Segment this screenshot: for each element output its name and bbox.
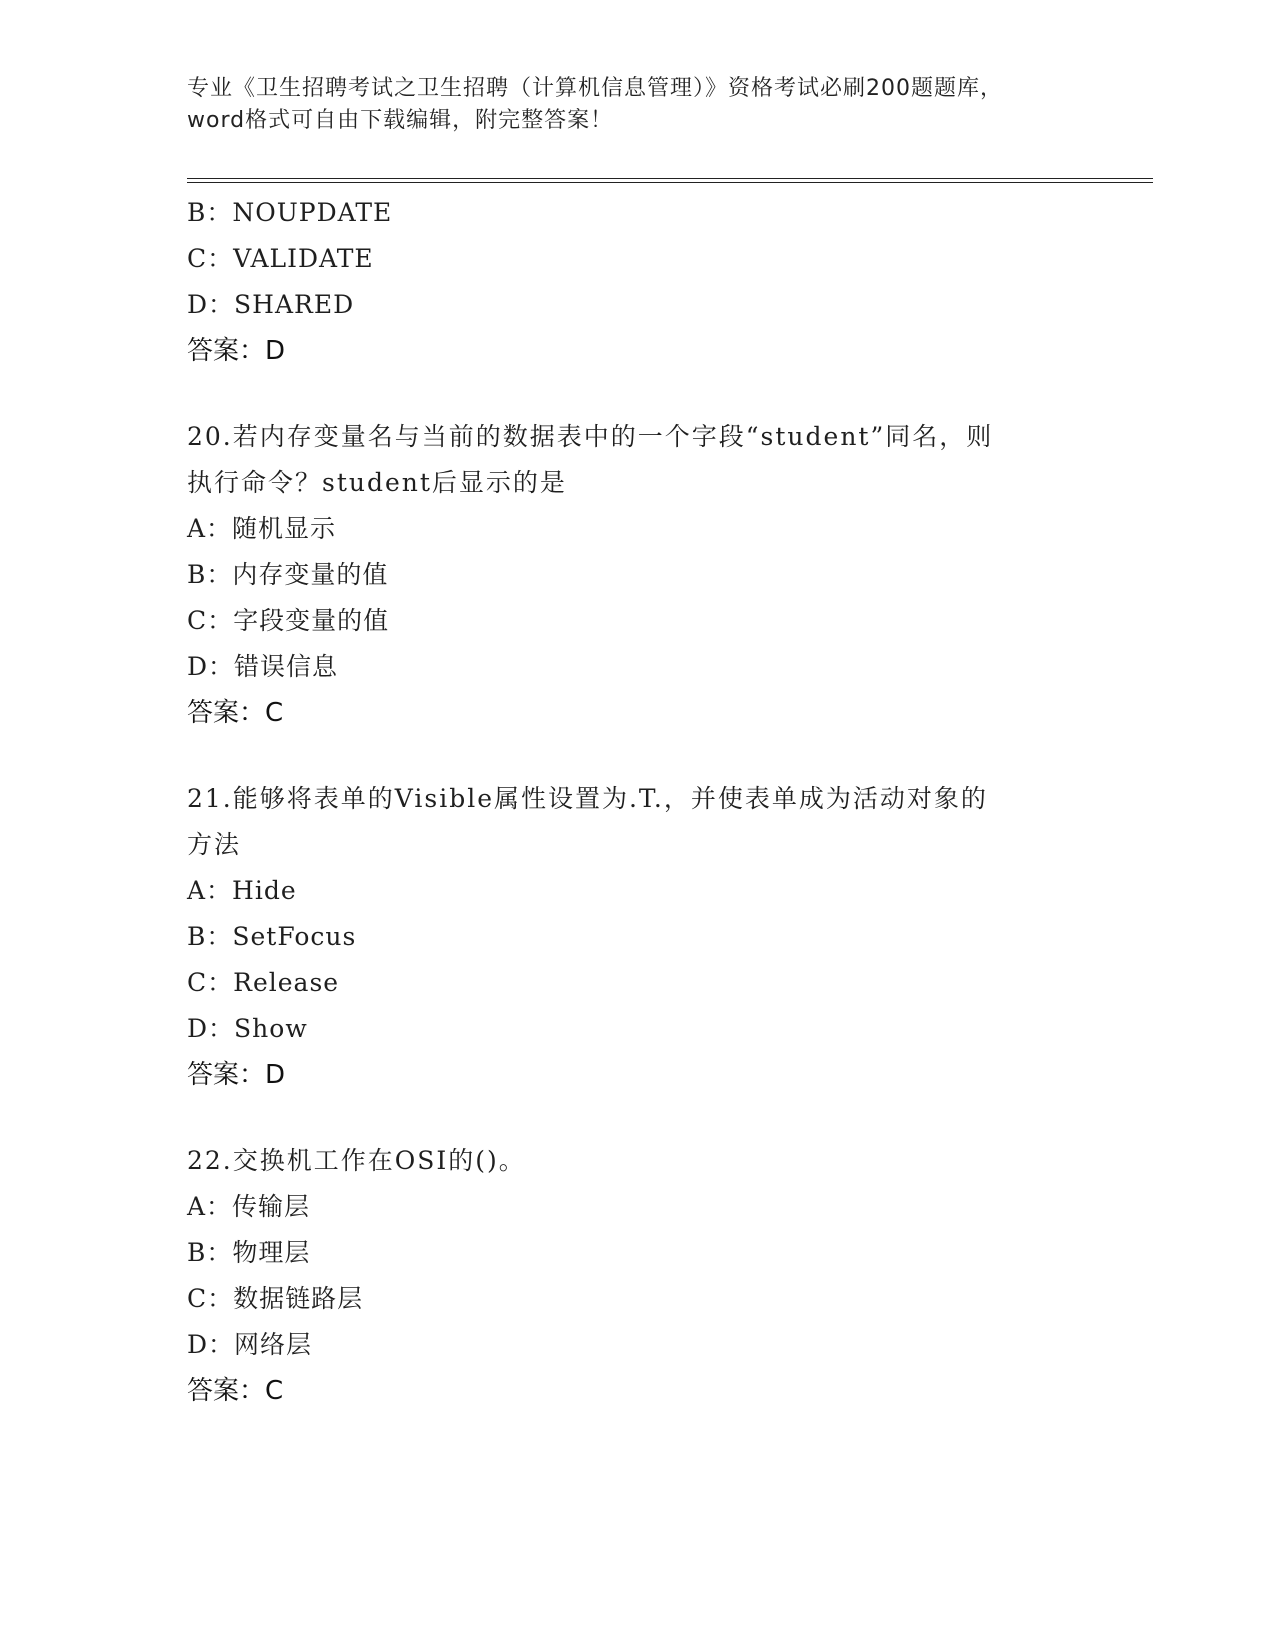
- answer-line: 答案：C: [187, 698, 284, 728]
- question-stem: [187, 414, 1087, 506]
- question-stem-line: 执行命令？student后显示的是: [187, 468, 567, 497]
- option-d: D：错误信息: [187, 652, 339, 681]
- option-b: B：SetFocus: [187, 922, 357, 951]
- option-c: C：数据链路层: [187, 1284, 364, 1313]
- option-b: B：内存变量的值: [187, 560, 389, 589]
- header-divider: [187, 178, 1153, 183]
- question-stem: [187, 1138, 1087, 1184]
- question-stem-line: 20.若内存变量名与当前的数据表中的一个字段“student”同名，则: [187, 422, 994, 451]
- option-a: A：随机显示: [187, 514, 337, 543]
- answer-line: 答案：C: [187, 1376, 284, 1406]
- option-d: D：网络层: [187, 1330, 313, 1359]
- option-c: C：VALIDATE: [187, 244, 374, 273]
- question-19-tail: [187, 190, 1087, 374]
- option-d: D：SHARED: [187, 290, 355, 319]
- question-20: [187, 414, 1087, 736]
- header-line-2: word格式可自由下载编辑，附完整答案！: [187, 108, 614, 133]
- option-c: C：Release: [187, 968, 340, 997]
- question-21: [187, 776, 1087, 1098]
- question-stem-line: 方法: [187, 830, 242, 859]
- question-22: [187, 1138, 1087, 1414]
- question-stem: [187, 776, 1087, 868]
- answer-line: 答案：D: [187, 336, 286, 366]
- header-line-1: 专业《卫生招聘考试之卫生招聘（计算机信息管理）》资格考试必刷200题题库，: [187, 76, 1003, 101]
- question-stem-line: 21.能够将表单的Visible属性设置为.T.，并使表单成为活动对象的: [187, 784, 988, 813]
- option-a: A：传输层: [187, 1192, 311, 1221]
- option-a: A：Hide: [187, 876, 297, 905]
- option-b: B：物理层: [187, 1238, 311, 1267]
- question-stem-line: 22.交换机工作在OSI的()。: [187, 1146, 526, 1175]
- option-b: B：NOUPDATE: [187, 198, 393, 227]
- option-c: C：字段变量的值: [187, 606, 390, 635]
- question-content: [187, 190, 1087, 1414]
- answer-line: 答案：D: [187, 1060, 286, 1090]
- option-d: D：Show: [187, 1014, 308, 1043]
- document-header: [187, 73, 1087, 137]
